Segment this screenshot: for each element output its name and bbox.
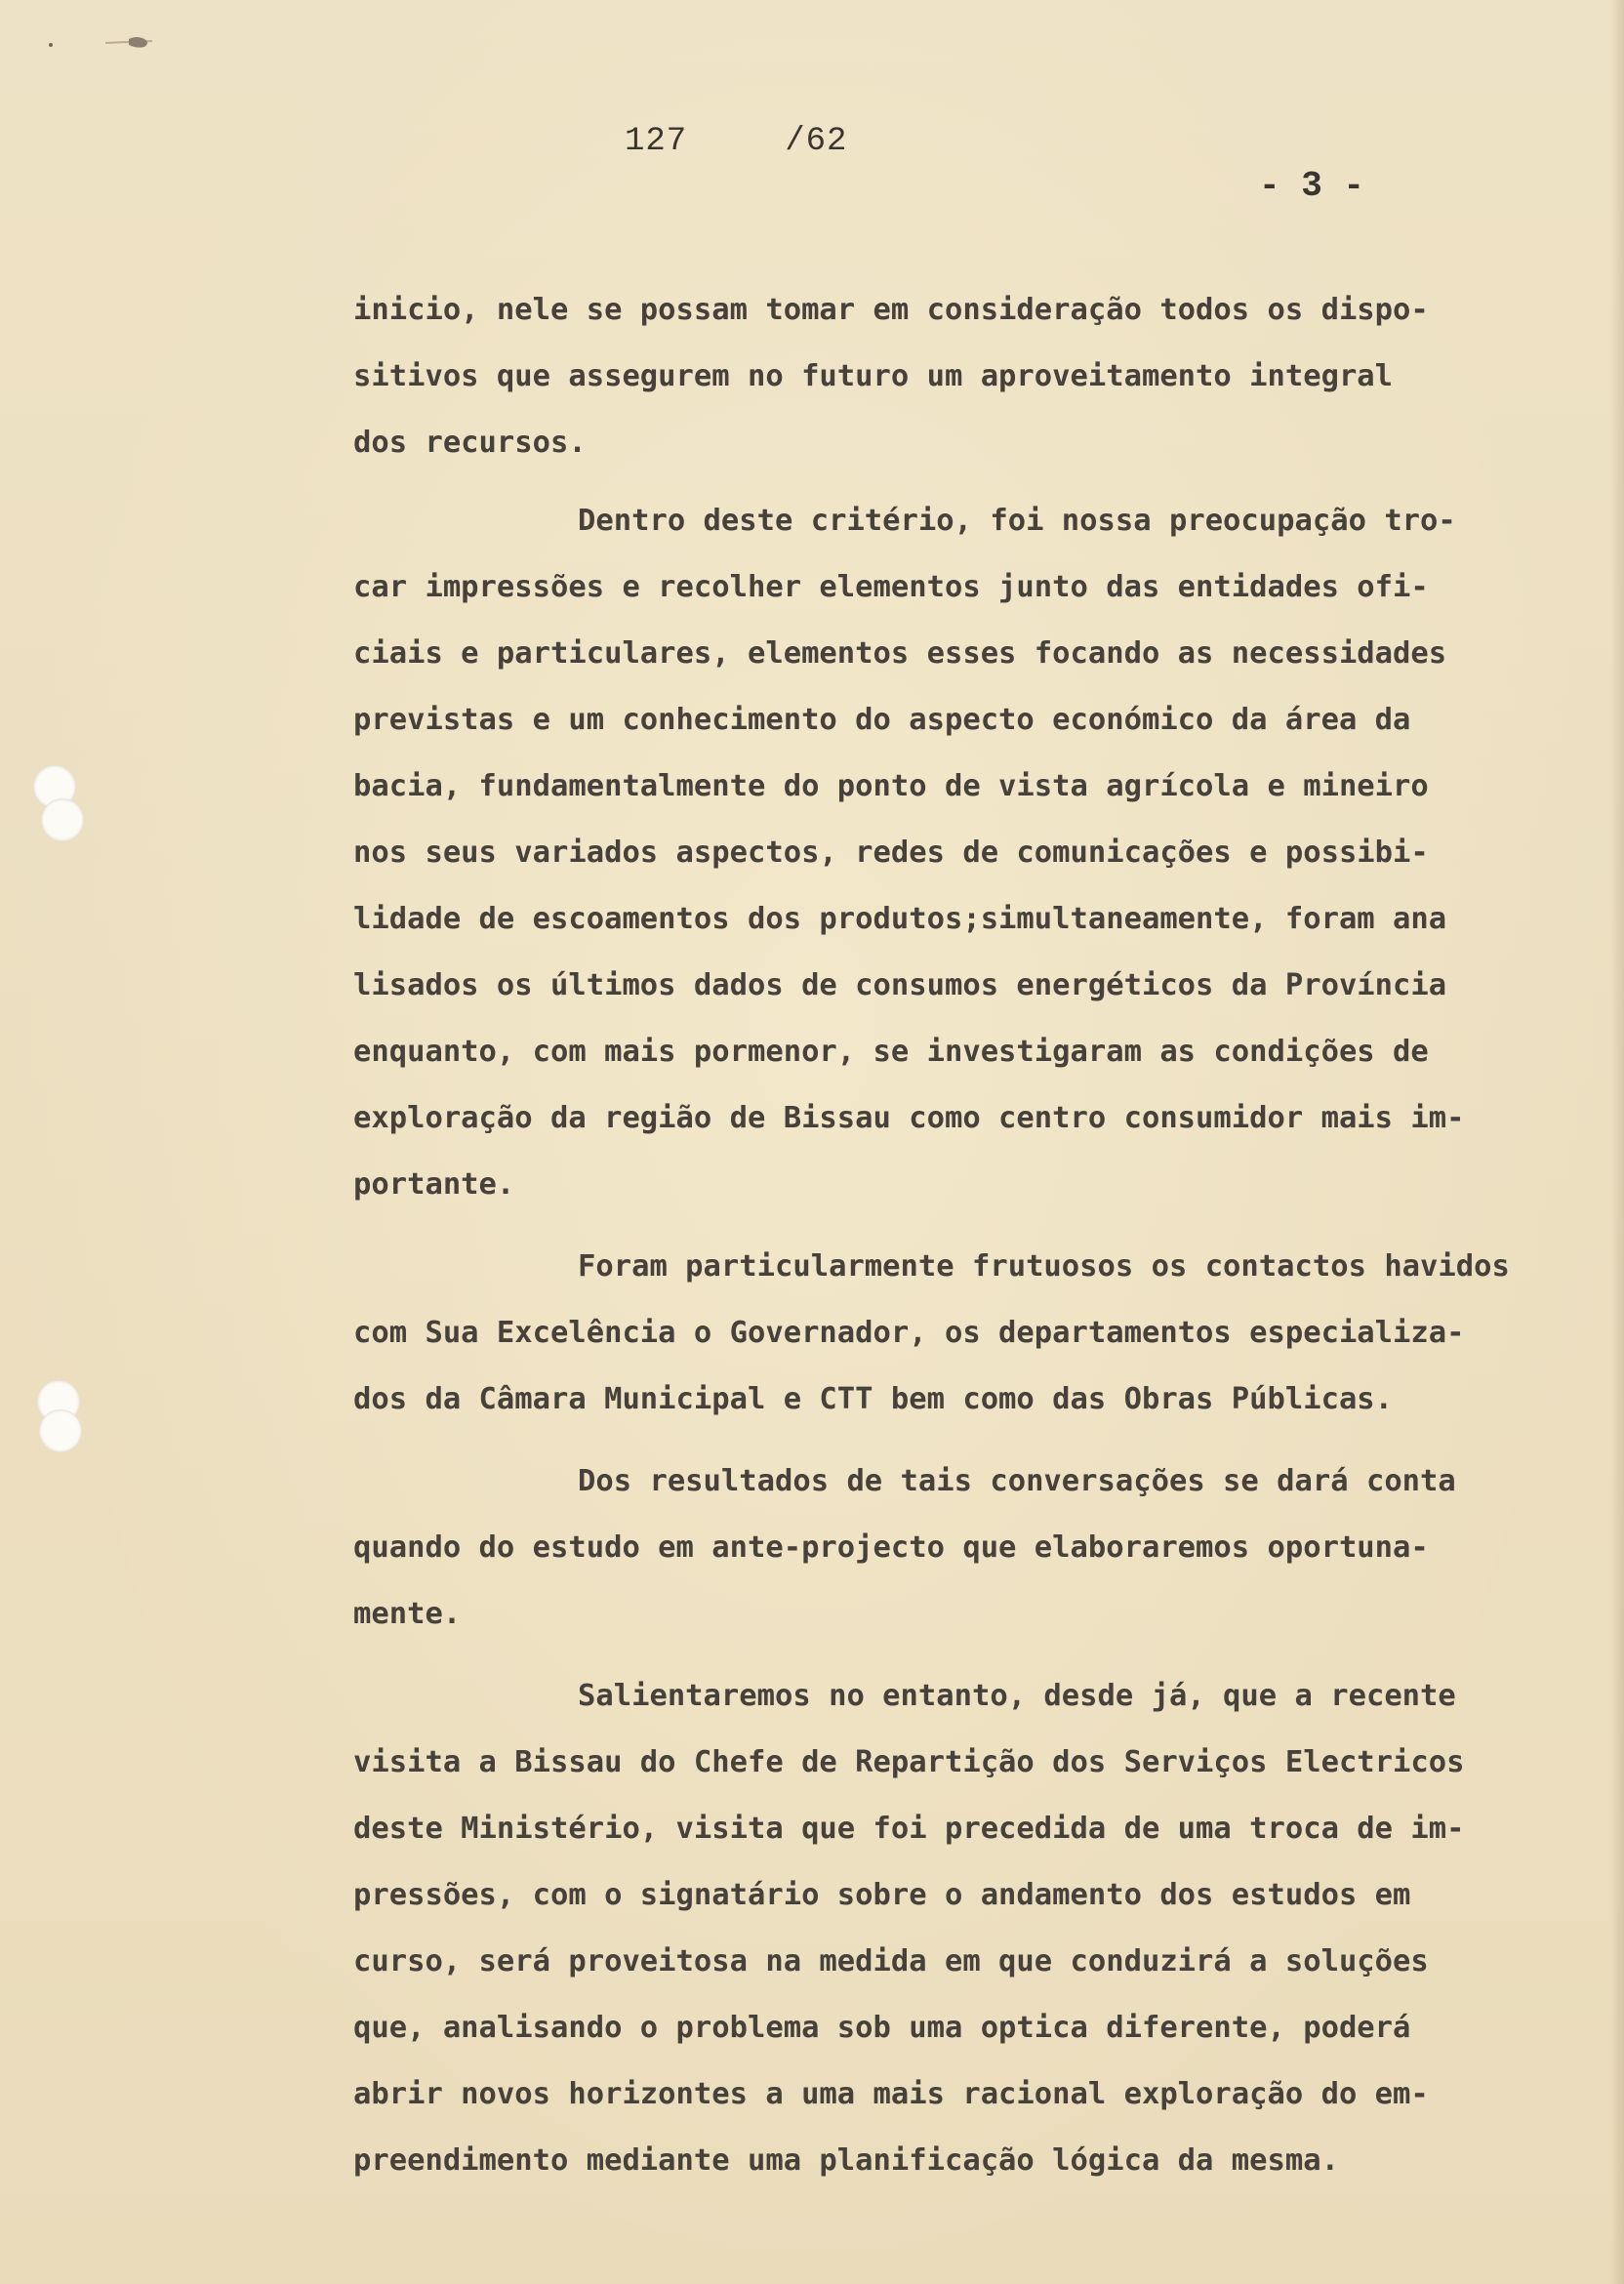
reference-suffix: /62: [785, 123, 848, 160]
text-line: abrir novos horizontes a uma mais racional exploração do em-: [353, 2077, 1429, 2111]
page-edge-shadow: [1610, 0, 1624, 2284]
punch-hole-top-lower: [41, 798, 84, 841]
text-line: com Sua Excelência o Governador, os departamentos especializa-: [353, 1316, 1465, 1350]
text-line: lidade de escoamentos dos produtos;simultaneamente, foram ana: [353, 902, 1447, 936]
text-line: inicio, nele se possam tomar em consideração todos os dispo-: [353, 293, 1429, 327]
text-line: sitivos que assegurem no futuro um aproveitamento integral: [353, 359, 1394, 393]
text-line: pressões, com o signatário sobre o andamento dos estudos em: [353, 1878, 1411, 1912]
text-line: mente.: [353, 1597, 462, 1631]
page-number: - 3 -: [1259, 166, 1365, 206]
text-line: enquanto, com mais pormenor, se investigaram as condições de: [353, 1035, 1429, 1069]
text-line: quando do estudo em ante-projecto que elaboraremos oportuna-: [353, 1530, 1429, 1565]
paragraph: [353, 277, 1591, 476]
text-line: car impressões e recolher elementos junto das entidades ofi-: [353, 570, 1429, 604]
staple-mark-icon: [47, 35, 154, 51]
punch-hole-bottom-lower: [39, 1409, 82, 1452]
text-line: exploração da região de Bissau como centro consumidor mais im-: [353, 1101, 1465, 1135]
paragraph: [353, 1448, 1591, 1648]
paragraph: [353, 1663, 1591, 2194]
text-line: preendimento mediante uma planificação lógica da mesma.: [353, 2143, 1339, 2178]
text-line: visita a Bissau do Chefe de Repartição dos Serviços Electricos: [353, 1745, 1465, 1779]
text-line: que, analisando o problema sob uma optica diferente, poderá: [353, 2011, 1411, 2045]
text-line: Dos resultados de tais conversações se dará conta: [578, 1464, 1456, 1498]
text-line: deste Ministério, visita que foi precedida de uma troca de im-: [353, 1812, 1465, 1846]
text-line: dos recursos.: [353, 426, 587, 460]
text-line: Salientaremos no entanto, desde já, que a recente: [578, 1679, 1456, 1713]
paragraph: [353, 1234, 1591, 1433]
paragraph: [353, 488, 1591, 1218]
document-body: [353, 277, 1591, 2194]
text-line: nos seus variados aspectos, redes de comunicações e possibi-: [353, 836, 1429, 870]
text-line: portante.: [353, 1167, 515, 1202]
text-line: dos da Câmara Municipal e CTT bem como das Obras Públicas.: [353, 1382, 1394, 1416]
document-reference: [625, 123, 847, 160]
reference-number: 127: [625, 123, 688, 160]
text-line: previstas e um conhecimento do aspecto económico da área da: [353, 703, 1411, 737]
text-line: Dentro deste critério, foi nossa preocupação tro-: [578, 504, 1456, 538]
text-line: curso, será proveitosa na medida em que conduzirá a soluções: [353, 1944, 1429, 1978]
text-line: Foram particularmente frutuosos os contactos havidos: [578, 1249, 1510, 1284]
text-line: lisados os últimos dados de consumos energéticos da Província: [353, 968, 1447, 1002]
text-line: bacia, fundamentalmente do ponto de vista agrícola e mineiro: [353, 769, 1429, 803]
text-line: ciais e particulares, elementos esses focando as necessidades: [353, 636, 1447, 671]
